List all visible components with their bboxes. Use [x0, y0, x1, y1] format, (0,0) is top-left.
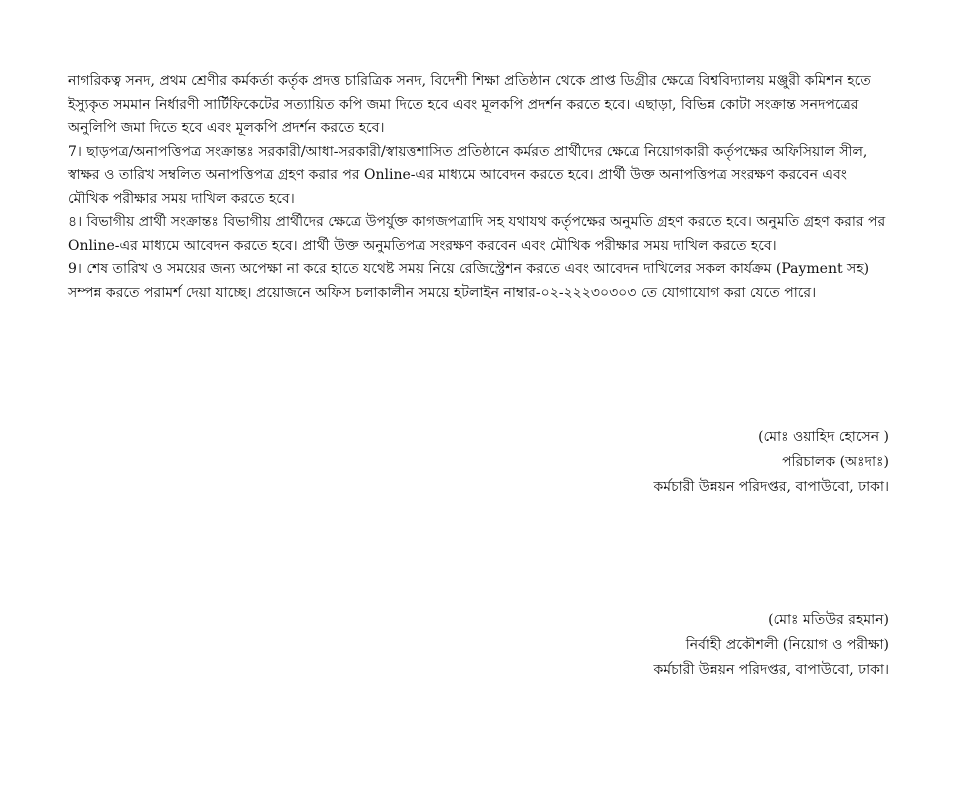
signatory-name: (মোঃ ওয়াহিদ হোসেন ) [758, 429, 889, 445]
paragraph-clearance: 7। ছাড়পত্র/অনাপত্তিপত্র সংক্রান্তঃ সরকারী/আধা-সরকারী/স্বায়ত্তশাসিত প্রতিষ্ঠানে কর্মরত প্রার্থীদের ক্ষেত্রে নিয়োগকারী কর্তৃপক্ষের অফিসিয়াল সীল, স্বাক্ষর ও তারিখ সম্বলিত অনাপত্তিপত্র গ্রহণ করার পর Online-এর মাধ্যমে আবেদন করতে হবে। প্রার্থী উক্ত অনাপত্তিপত্র সংরক্ষণ করবেন এবং মৌখিক পরীক্ষার সময় দাখিল করতে হবে। [68, 143, 868, 207]
signatory-designation: নির্বাহী প্রকৌশলী (নিয়োগ ও পরীক্ষা) [685, 637, 889, 653]
paragraph-certificates: নাগরিকত্ব সনদ, প্রথম শ্রেণীর কর্মকর্তা কর্তৃক প্রদত্ত চারিত্রিক সনদ, বিদেশী শিক্ষা প্রতিষ্ঠান থেকে প্রাপ্ত ডিগ্রীর ক্ষেত্রে বিশ্ববিদ্যালয় মঞ্জুরী কমিশন হতে ইস্যুকৃত সমমান নির্ধারণী সার্টিফিকেটের সত্যায়িত কপি জমা দিতে হবে এবং মূলকপি প্রদর্শন করতে হবে। এছাড়া, বিভিন্ন কোটা সংক্রান্ত সনদপত্রের অনুলিপি জমা দিতে হবে এবং মূলকপি প্রদর্শন করতে হবে। [68, 73, 871, 136]
paragraph-deadline-advice: 9। শেষ তারিখ ও সময়ের জন্য অপেক্ষা না করে হাতে যথেষ্ট সময় নিয়ে রেজিস্ট্রেশন করতে এবং আবেদন দাখিলের সকল কার্যক্রম (Payment সহ) সম্পন্ন করতে পরামর্শ দেয়া যাচ্ছে। প্রয়োজনে অফিস চলাকালীন সময়ে হটলাইন নাম্বার-০২-২২২৩০৩০৩ তে যোগাযোগ করা যেতে পারে। [68, 261, 870, 301]
signatory-designation: পরিচালক (অঃদাঃ) [782, 454, 889, 470]
signature-block-director [529, 425, 889, 500]
signature-block-executive-engineer [529, 608, 889, 683]
signatory-name: (মোঃ মতিউর রহমান) [768, 612, 889, 628]
paragraph-departmental: ৪। বিভাগীয় প্রার্থী সংক্রান্তঃ বিভাগীয় প্রার্থীদের ক্ষেত্রে উপর্যুক্ত কাগজপত্রাদি সহ যথাযথ কর্তৃপক্ষের অনুমতি গ্রহণ করতে হবে। অনুমতি গ্রহণ করার পর Online-এর মাধ্যমে আবেদন করতে হবে। প্রার্থী উক্ত অনুমতিপত্র সংরক্ষণ করবেন এবং মৌখিক পরীক্ষার সময় দাখিল করতে হবে। [68, 214, 886, 254]
signatory-office: কর্মচারী উন্নয়ন পরিদপ্তর, বাপাউবো, ঢাকা। [653, 662, 889, 678]
document-body [68, 70, 888, 305]
signatory-office: কর্মচারী উন্নয়ন পরিদপ্তর, বাপাউবো, ঢাকা। [653, 479, 889, 495]
